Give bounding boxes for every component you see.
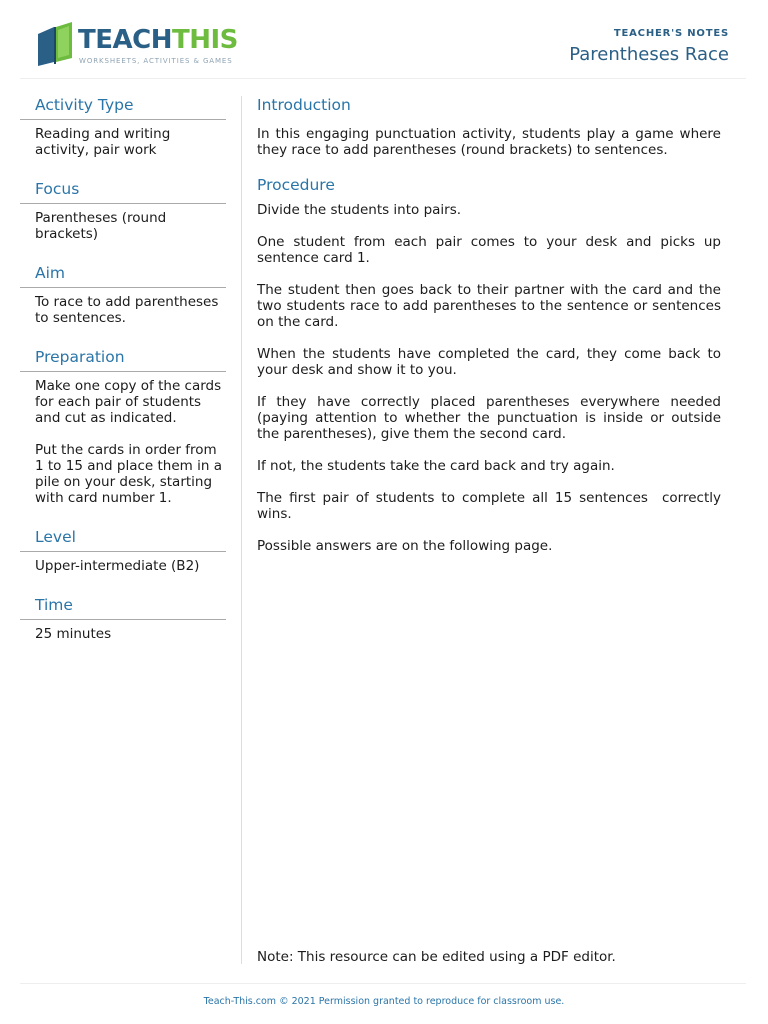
procedure-step: Divide the students into pairs. [257,202,462,218]
preparation-text-2: Put the cards in order from 1 to 15 and place them in a pile on your desk, starting with card number 1. [35,442,222,506]
procedure-step: If they have correctly placed parentheses everywhere needed (paying attention to whether the punctuation is inside or outside the parentheses), give them the second card. [257,394,721,442]
introduction-text: In this engaging punctuation activity, students play a game where they race to add parentheses (round brackets) to sentences. [257,126,721,158]
book-icon [36,22,76,68]
level-section [20,526,226,574]
edit-note: Note: This resource can be edited using a PDF editor. [257,949,616,965]
focus-text: Parentheses (round brackets) [35,210,167,242]
aim-text: To race to add parentheses to sentences. [35,294,219,326]
procedure-step: When the students have completed the card, they come back to your desk and show it to you. [257,346,721,378]
introduction-heading: Introduction [257,96,351,114]
aim-heading: Aim [20,262,226,288]
procedure-step: Possible answers are on the following page. [257,538,553,554]
focus-heading: Focus [20,178,226,204]
time-heading: Time [20,594,226,620]
procedure-step: The first pair of students to complete all 15 sentences correctly wins. [257,490,726,522]
time-text: 25 minutes [35,626,112,642]
footer-text[interactable]: Teach-This.com © 2021 Permission granted to reproduce for classroom use. [203,996,565,1007]
page-title: Parentheses Race [569,44,729,65]
column-divider [241,96,242,964]
logo-wordmark [78,25,238,55]
teach-this-logo[interactable] [36,22,236,70]
activity-type-heading: Activity Type [20,94,226,120]
logo-tagline: WORKSHEETS, ACTIVITIES & GAMES [79,57,233,65]
procedure-heading: Procedure [257,176,335,194]
level-text: Upper-intermediate (B2) [35,558,200,574]
footer-divider [20,983,746,984]
focus-section [20,178,226,242]
procedure-steps [257,202,726,554]
teachers-notes-label: TEACHER'S NOTES [613,28,729,39]
preparation-heading: Preparation [20,346,226,372]
page-header [20,0,746,79]
logo-word-this: THIS [171,25,238,55]
main-content [257,94,726,570]
level-heading: Level [20,526,226,552]
aim-section [20,262,226,326]
preparation-text-1: Make one copy of the cards for each pair of students and cut as indicated. [35,378,222,426]
logo-word-teach: TEACH [78,25,172,55]
procedure-step: The student then goes back to their partner with the card and the two students race to add parentheses to the sentence or sentences on the card. [257,282,721,330]
activity-type-text: Reading and writing activity, pair work [35,126,171,158]
procedure-step: If not, the students take the card back and try again. [257,458,615,474]
activity-type-section [20,94,226,158]
procedure-step: One student from each pair comes to your desk and picks up sentence card 1. [257,234,721,266]
time-section [20,594,226,642]
preparation-section [20,346,226,506]
sidebar [20,94,226,662]
